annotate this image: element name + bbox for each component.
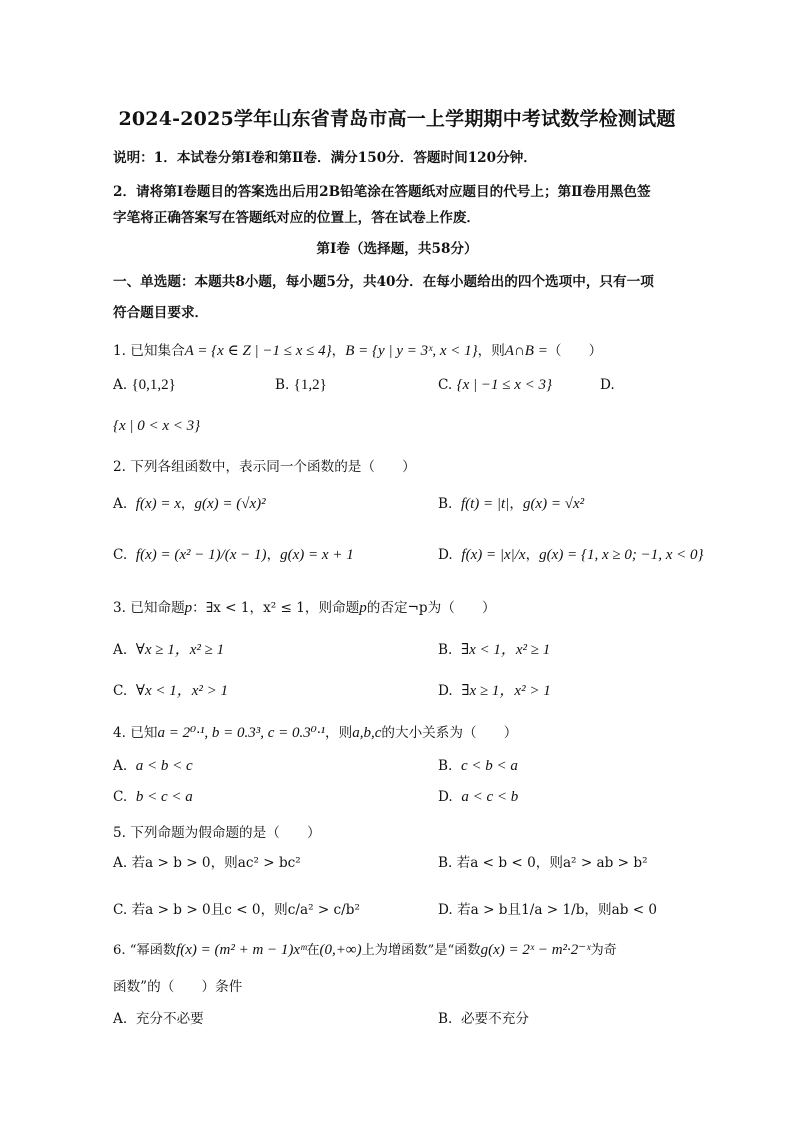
option-text: {1,2} (293, 377, 327, 393)
q4-vars: a,b,c (352, 725, 382, 741)
option-label: B. (438, 496, 453, 512)
q5-option-c (113, 898, 360, 918)
part-title: 第Ⅰ卷（选择题，共58分） (316, 241, 478, 257)
q5-option-a (113, 851, 301, 871)
question-1-stem (113, 339, 602, 360)
q4-option-c (113, 789, 193, 806)
q3-option-a (113, 638, 224, 659)
option-label: B. (438, 642, 453, 658)
option-label: C. (113, 902, 128, 918)
option-text: 充分不必要 (135, 1011, 204, 1027)
q6-text-a: 6. “幂函数 (113, 943, 177, 958)
option-label: B. (438, 1011, 453, 1027)
q1-set-a: A = {x ∈ Z | −1 ≤ x ≤ 4} (184, 343, 332, 359)
option-label: C. (113, 547, 128, 563)
question-6-stem-line-1 (113, 939, 617, 959)
q1-option-d-label: D. (600, 377, 615, 393)
q2-option-c: C. f(x) = (x² − 1)/(x − 1)，g(x) = x + 1 (113, 547, 354, 563)
q4-text-b: ，则 (325, 725, 353, 741)
q4-text-a: 4. 已知 (113, 725, 158, 741)
option-label: A. (113, 1011, 128, 1027)
q6-option-a (113, 1007, 204, 1027)
q5-option-b (438, 851, 648, 871)
option-text: a < b < c (135, 758, 193, 774)
q6-power-function: f(x) = (m² + m − 1)xᵐ (176, 942, 307, 958)
q3-text-b: ：∃x < 1，x² ≤ 1，则命题 (192, 600, 360, 616)
option-label: A. (113, 642, 128, 658)
option-text: 必要不充分 (460, 1011, 529, 1027)
option-g: g(x) = {1, x ≥ 0; −1, x < 0} (539, 547, 704, 563)
option-label: A. (113, 855, 128, 871)
q4-option-d (438, 789, 518, 806)
option-label: A. (113, 758, 128, 774)
question-4-stem (113, 721, 517, 742)
q6-option-b (438, 1007, 529, 1027)
option-label: C. (113, 683, 128, 699)
option-label: D. (438, 902, 453, 918)
q4-option-a (113, 758, 193, 775)
q4-expr: a = 2⁰·¹, b = 0.3³, c = 0.3⁰·¹ (157, 725, 326, 741)
option-g: g(x) = (√x)² (194, 496, 266, 512)
q2-option-d: D. f(x) = |x|/x，g(x) = {1, x ≥ 0; −1, x < 0} (438, 547, 704, 563)
option-text: b < c < a (135, 789, 193, 805)
option-text: 若a > b且1/a > 1/b，则ab < 0 (457, 902, 658, 918)
option-text: 若a < b < 0，则a² > ab > b² (456, 855, 648, 871)
question-5-stem: 5. 下列命题为假命题的是（ ） (113, 825, 321, 841)
q6-text-b: 在 (306, 943, 320, 958)
option-label: B. (438, 758, 453, 774)
question-2-stem: 2. 下列各组函数中，表示同一个函数的是（ ） (113, 459, 416, 475)
option-label: D. (438, 683, 453, 699)
option-g: g(x) = √x² (522, 496, 585, 512)
q1-text-b: ，则 (477, 343, 505, 359)
option-f: f(t) = |t| (460, 496, 510, 512)
option-text: ∃x ≥ 1，x² > 1 (461, 683, 551, 699)
option-text: 若a > b > 0且c < 0，则c/a² > c/b² (131, 902, 360, 918)
option-label: C. (438, 377, 453, 393)
option-text: {x | −1 ≤ x < 3} (456, 377, 552, 393)
section-heading-line-2: 符合题目要求． (113, 305, 209, 321)
q3-text-c: 的否定¬p为（ ） (366, 600, 496, 616)
q1-expr: A∩B = (504, 343, 548, 359)
option-g: g(x) = x + 1 (280, 547, 354, 563)
option-f: f(x) = |x|/x (461, 547, 526, 563)
q3-option-d (438, 679, 551, 700)
q1-paren: （ ） (547, 343, 603, 359)
instruction-line-2: 2．请将第Ⅰ卷题目的答案选出后用2B铅笔涂在答题纸对应题目的代号上；第Ⅱ卷用黑色签 (113, 184, 651, 200)
q3-p-2: p (359, 600, 367, 616)
q1-set-b: B = {y | y = 3ˣ, x < 1} (345, 343, 478, 359)
q5-option-d (438, 898, 657, 918)
option-label: C. (113, 789, 128, 805)
q2-option-b: B. f(t) = |t|，g(x) = √x² (438, 496, 585, 512)
exam-title: 2024-2025学年山东省青岛市高一上学期期中考试数学检测试题 (118, 108, 676, 130)
question-6-stem-line-2: 函数”的（ ）条件 (113, 979, 243, 995)
option-text: 若a > b > 0，则ac² > bc² (131, 855, 301, 871)
q2-option-a: A. f(x) = x，g(x) = (√x)² (113, 496, 266, 512)
section-heading-line-1: 一、单选题：本题共8小题，每小题5分，共40分．在每小题给出的四个选项中，只有一项 (113, 274, 654, 290)
option-label: D. (438, 789, 453, 805)
q3-option-c (113, 679, 228, 700)
q6-g-function: g(x) = 2ˣ − m²·2⁻ˣ (480, 942, 591, 958)
option-text: c < b < a (460, 758, 518, 774)
option-text: {0,1,2} (131, 377, 176, 393)
question-3-stem (113, 596, 496, 617)
option-f: f(x) = (x² − 1)/(x − 1) (135, 547, 267, 563)
instruction-line-1: 说明：1．本试卷分第Ⅰ卷和第Ⅱ卷．满分150分．答题时间120分钟． (113, 150, 537, 166)
option-text: a < c < b (461, 789, 519, 805)
option-text: ∀x ≥ 1，x² ≥ 1 (135, 642, 225, 658)
q6-interval: (0,+∞) (319, 942, 362, 958)
q1-option-a (113, 377, 176, 394)
option-label: D. (438, 547, 453, 563)
q6-text-c: 上为增函数”是“函数 (361, 943, 481, 958)
option-text: {x | 0 < x < 3} (113, 418, 201, 434)
q3-text-a: 3. 已知命题 (113, 600, 185, 616)
instruction-line-3: 字笔将正确答案写在答题纸对应的位置上，答在试卷上作废． (113, 210, 481, 226)
option-text: ∀x < 1，x² > 1 (135, 683, 229, 699)
option-f: f(x) = x (135, 496, 181, 512)
option-label: A. (113, 496, 128, 512)
option-text: ∃x < 1，x² ≥ 1 (460, 642, 551, 658)
option-label: B. (275, 377, 290, 393)
q1-text-a: 1. 已知集合 (113, 343, 185, 359)
q1-sep: ， (331, 343, 346, 359)
option-label: B. (438, 855, 453, 871)
option-label: A. (113, 377, 128, 393)
q1-option-c (438, 377, 552, 394)
q4-option-b (438, 758, 518, 775)
q4-text-c: 的大小关系为（ ） (381, 725, 518, 741)
q1-option-d-text (113, 418, 200, 435)
q6-text-d: 为奇 (590, 943, 617, 958)
q1-option-b (275, 377, 327, 394)
q3-option-b (438, 638, 550, 659)
q3-p: p (184, 600, 193, 616)
